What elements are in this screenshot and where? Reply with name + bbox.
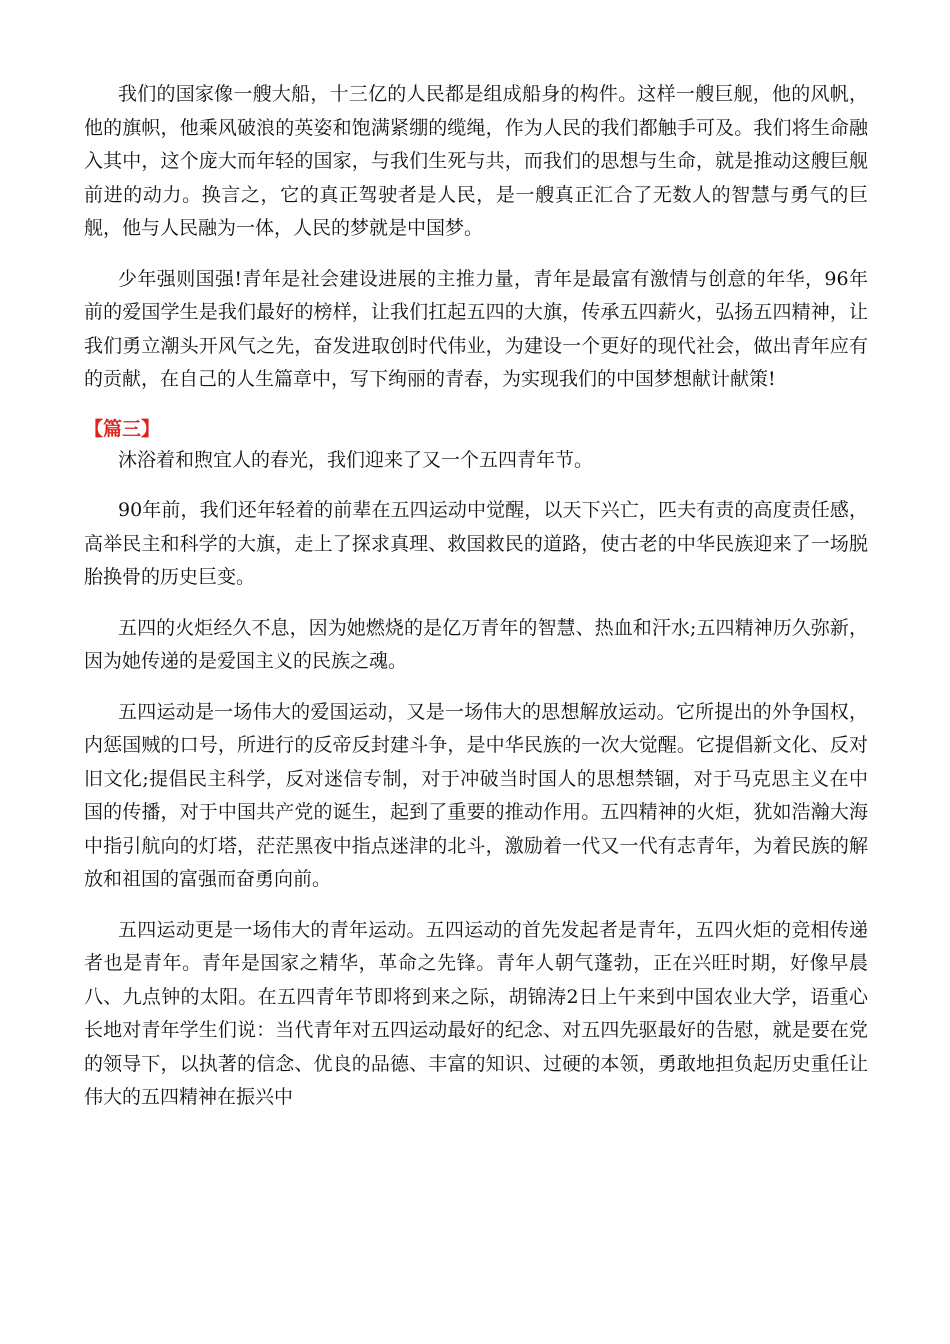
section-heading: 【篇三】	[84, 417, 161, 440]
paragraph-spring: 沐浴着和煦宜人的春光，我们迎来了又一个五四青年节。	[118, 448, 594, 471]
paragraph-nation-ship: 我们的国家像一艘大船，十三亿的人民都是组成船身的构件。这样一艘巨舰，他的风帆，他的旗帜，他乘风破浪的英姿和饱满紧绷的缆绳，作为人民的我们都触手可及。我们将生命融入其中，这个庞大而年轻的国家，与我们生死与共，而我们的思想与生命，就是推动这艘巨舰前进的动力。换言之，它的真正驾驶者是人民，是一艘真正汇合了无数人的智慧与勇气的巨舰，他与人民融为一体，人民的梦就是中国梦。	[84, 83, 868, 239]
paragraph-90-years: 90年前，我们还年轻着的前辈在五四运动中觉醒，以天下兴亡，匹夫有责的高度责任感，高举民主和科学的大旗，走上了探求真理、救国救民的道路，使古老的中华民族迎来了一场脱胎换骨的历史巨变。	[84, 499, 868, 588]
paragraph-patriotic-movement: 五四运动是一场伟大的爱国运动，又是一场伟大的思想解放运动。它所提出的外争国权，内惩国贼的口号，所进行的反帝反封建斗争，是中华民族的一次大觉醒。它提倡新文化、反对旧文化;提倡民主科学，反对迷信专制，对于冲破当时国人的思想禁锢，对于马克思主义在中国的传播，对于中国共产党的诞生，起到了重要的推动作用。五四精神的火炬，犹如浩瀚大海中指引航向的灯塔，茫茫黑夜中指点迷津的北斗，激励着一代又一代有志青年，为着民族的解放和祖国的富强而奋勇向前。	[84, 700, 868, 890]
paragraph-torch: 五四的火炬经久不息，因为她燃烧的是亿万青年的智慧、热血和汗水;五四精神历久弥新，因为她传递的是爱国主义的民族之魂。	[84, 616, 868, 672]
paragraph-youth-movement: 五四运动更是一场伟大的青年运动。五四运动的首先发起者是青年，五四火炬的竞相传递者也是青年。青年是国家之精华，革命之先锋。青年人朝气蓬勃，正在兴旺时期，好像早晨八、九点钟的太阳。在五四青年节即将到来之际，胡锦涛2日上午来到中国农业大学，语重心长地对青年学生们说：当代青年对五四运动最好的纪念、对五四先驱最好的告慰，就是要在党的领导下，以执著的信念、优良的品德、丰富的知识、过硬的本领，勇敢地担负起历史重任让伟大的五四精神在振兴中	[84, 918, 868, 1108]
paragraph-youth-strong: 少年强则国强!青年是社会建设进展的主推力量，青年是最富有激情与创意的年华，96年前的爱国学生是我们最好的榜样，让我们扛起五四的大旗，传承五四薪火，弘扬五四精神，让我们勇立潮头开风气之先，奋发进取创时代伟业，为建设一个更好的现代社会，做出青年应有的贡献，在自己的人生篇章中，写下绚丽的青春，为实现我们的中国梦想献计献策!	[84, 267, 868, 390]
document-page	[84, 78, 868, 1132]
